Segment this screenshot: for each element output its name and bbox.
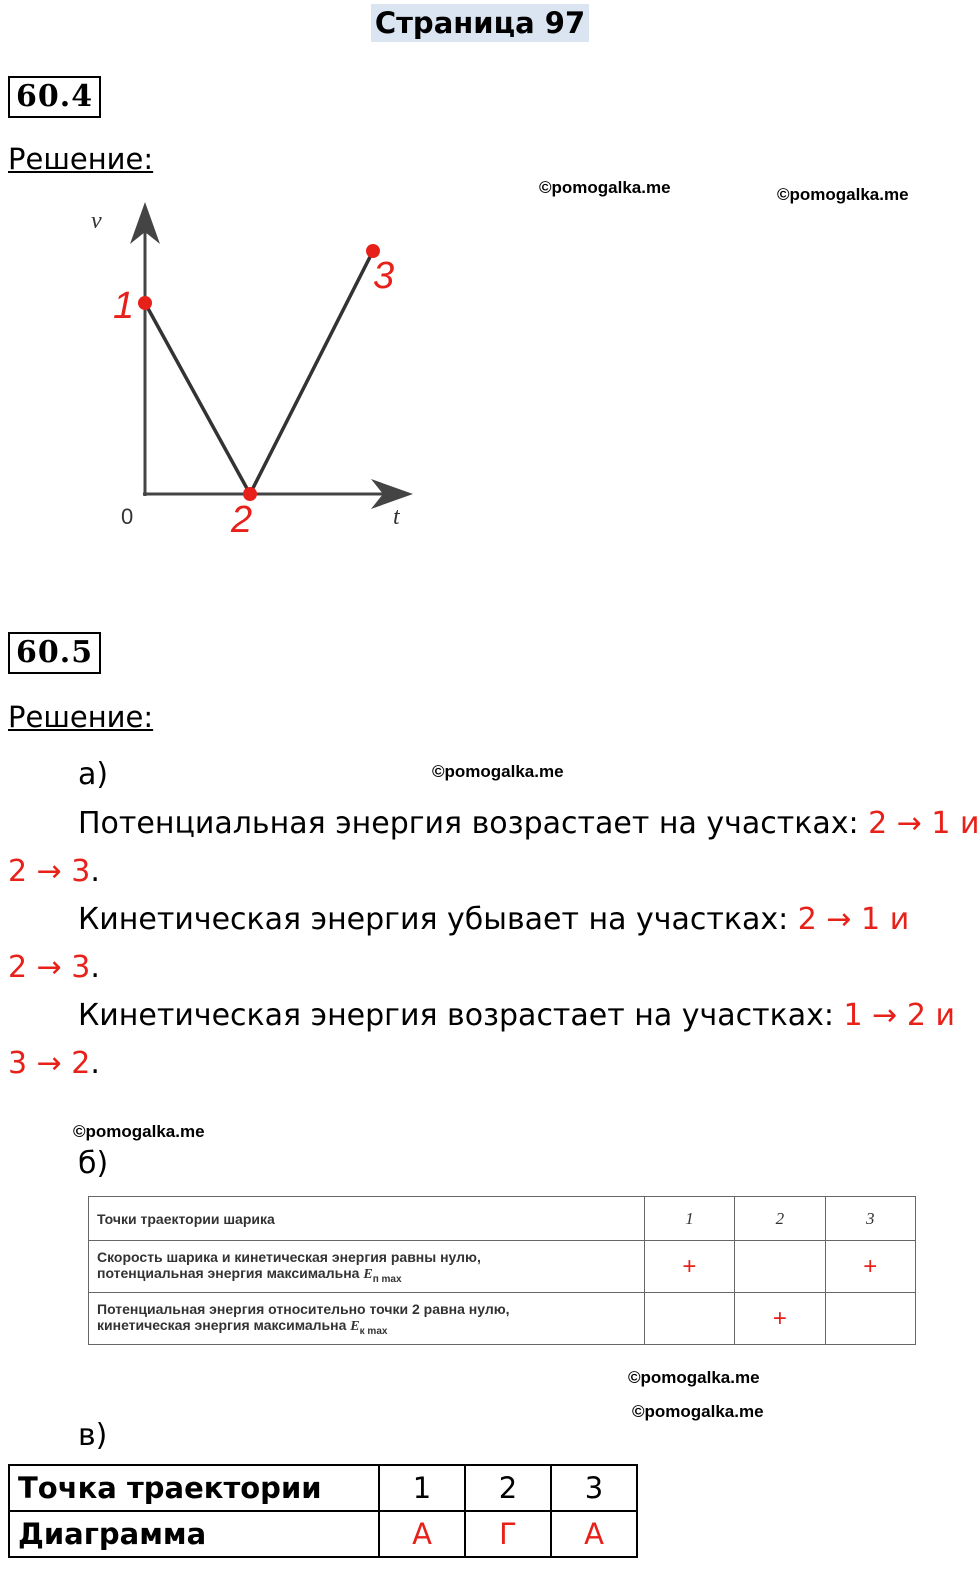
table-row [9,1465,637,1511]
solution-label: Решение: [8,142,154,176]
point-1-label: 1 [113,285,135,327]
answer-line-2 [78,902,909,937]
answer-line-3 [78,998,955,1033]
page-title [0,6,960,40]
table-cell: + [644,1241,734,1293]
table-cell: А [379,1511,465,1557]
table-header-cell: Диаграмма [9,1511,379,1557]
answer-line-1-cont [8,854,100,889]
point-3-label: 3 [373,255,395,297]
row-text-line: кинетическая энергия максимальна $E_{к max}$ [97,1316,388,1337]
row-text-line: потенциальная энергия максимальна $E_{п max}$ [97,1264,402,1285]
answer-line-3-cont [8,1046,100,1081]
table-cell: + [735,1293,825,1345]
table-header-cell: 1 [644,1197,734,1241]
part-a-label: а) [78,757,109,792]
answer-text: Кинетическая энергия возрастает на участках: [78,998,844,1033]
y-axis-label: v [91,208,102,234]
row-text-line: Скорость шарика и кинетическая энергия равны нулю, [97,1248,481,1265]
table-cell [89,1293,645,1345]
velocity-line [145,251,373,494]
watermark: ©pomogalka.me [628,1368,760,1387]
answer-segment: 2 → 3 [8,854,91,889]
period: . [90,1046,100,1081]
problem-number-60-5: 60.5 [8,632,101,674]
table-cell [735,1241,825,1293]
point-2-label: 2 [231,499,253,541]
table-row [9,1511,637,1557]
answer-segment: 2 → 3 [8,950,91,985]
watermark: ©pomogalka.me [632,1402,764,1421]
x-axis-label: t [393,504,400,530]
part-c-label: в) [78,1418,108,1453]
period: . [90,950,100,985]
answer-segment: 1 → 2 [843,998,926,1033]
answer-segment: 3 → 2 [8,1046,91,1081]
answer-conj: и [880,902,910,937]
table-row [89,1197,916,1241]
velocity-time-graph [85,196,505,556]
diagram-table [8,1464,638,1558]
answer-segment: 2 → 1 [797,902,881,937]
point-1 [138,296,152,310]
answer-line-1 [78,806,980,841]
table-cell [825,1293,915,1345]
answer-conj: и [925,998,955,1033]
origin-label: 0 [121,504,134,529]
row-text-line: Потенциальная энергия относительно точки 2 равна нулю, [97,1300,510,1317]
table-header-cell: 3 [825,1197,915,1241]
answer-line-2-cont [8,950,100,985]
watermark: ©pomogalka.me [539,178,671,197]
table-cell: 1 [379,1465,465,1511]
table-cell [89,1241,645,1293]
part-b-label: б) [78,1146,109,1181]
table-cell: + [825,1241,915,1293]
table-header-cell: Точки траектории шарика [89,1197,645,1241]
watermark: ©pomogalka.me [432,762,564,781]
table-cell [644,1293,734,1345]
table-header-cell: Точка траектории [9,1465,379,1511]
solution-label: Решение: [8,700,154,734]
table-row [89,1293,916,1345]
answer-text: Потенциальная энергия возрастает на участках: [78,806,869,841]
table-row [89,1241,916,1293]
table-cell: 2 [465,1465,551,1511]
trajectory-energy-table [88,1196,916,1345]
table-cell: 3 [551,1465,637,1511]
table-cell: А [551,1511,637,1557]
watermark: ©pomogalka.me [777,185,909,204]
answer-conj: и [950,806,980,841]
table-header-cell: 2 [735,1197,825,1241]
problem-number-60-4: 60.4 [8,76,101,118]
answer-segment: 2 → 1 [868,806,951,841]
page-title-text: Страница 97 [371,4,589,42]
watermark: ©pomogalka.me [73,1122,205,1141]
period: . [90,854,100,889]
answer-text: Кинетическая энергия убывает на участках: [78,902,798,937]
table-cell: Г [465,1511,551,1557]
